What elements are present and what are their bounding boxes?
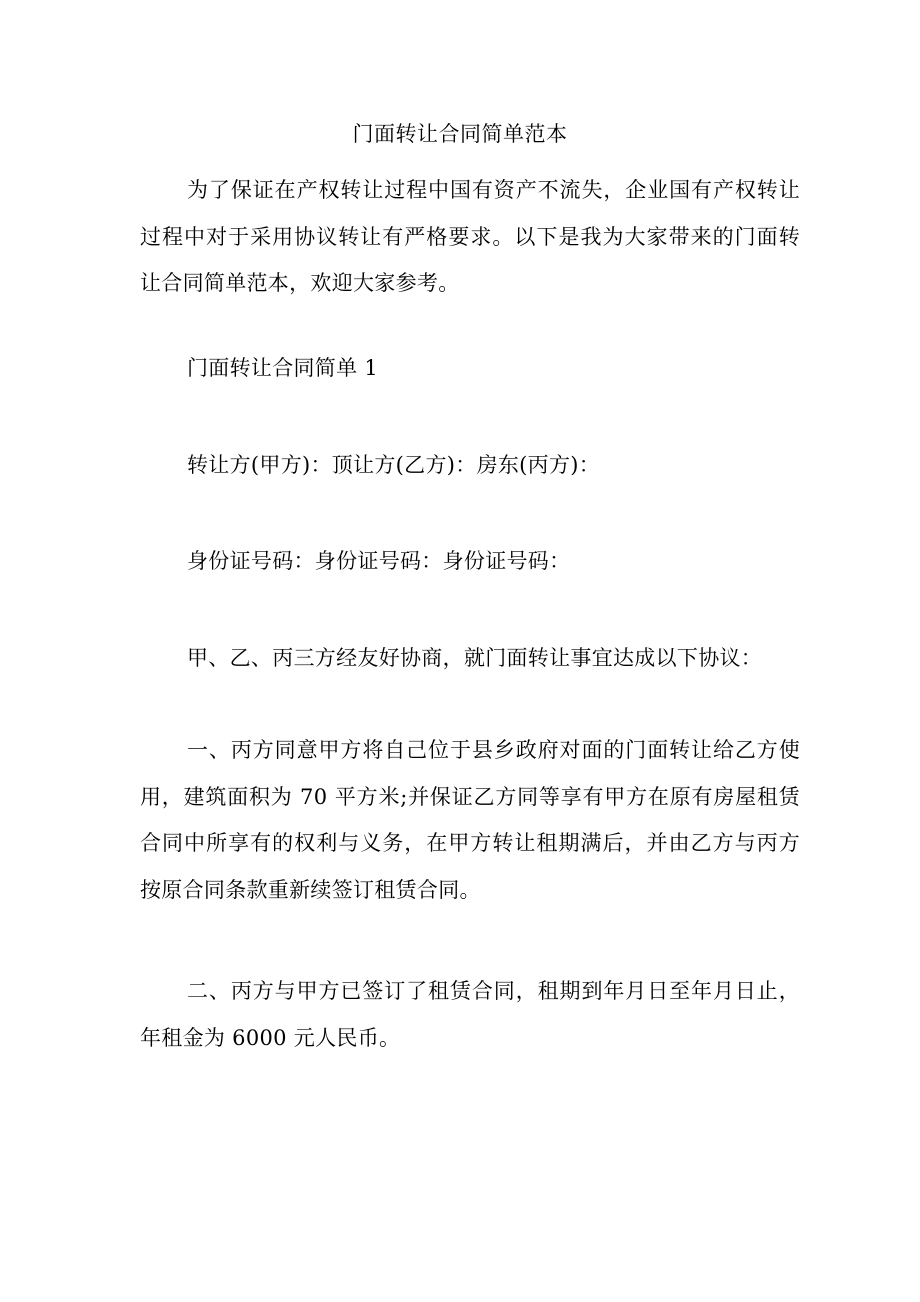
clause-1-paragraph: 一、丙方同意甲方将自己位于县乡政府对面的门面转让给乙方使用，建筑面积为 70 平方米;并保证乙方同等享有甲方在原有房屋租赁合同中所享有的权利与义务，在甲方转让租期满后，并由乙方与丙方按原合同条款重新续签订租赁合同。: [140, 738, 800, 902]
id-number-line: 身份证号码：身份证号码：身份证号码：: [187, 549, 571, 573]
clause-2-paragraph: 二、丙方与甲方已签订了租赁合同，租期到年月日至年月日止，年租金为 6000 元人民币。: [140, 979, 800, 1050]
intro-paragraph: 为了保证在产权转让过程中国有资产不流失，企业国有产权转让过程中对于采用协议转让有严格要求。以下是我为大家带来的门面转让合同简单范本，欢迎大家参考。: [140, 178, 800, 295]
agreement-line: 甲、乙、丙三方经友好协商，就门面转让事宜达成以下协议：: [187, 646, 763, 670]
parties-line: 转让方(甲方)：顶让方(乙方)：房东(丙方)：: [187, 453, 601, 477]
section-heading: 门面转让合同简单 1: [187, 356, 379, 380]
document-title: 门面转让合同简单范本: [352, 122, 568, 146]
